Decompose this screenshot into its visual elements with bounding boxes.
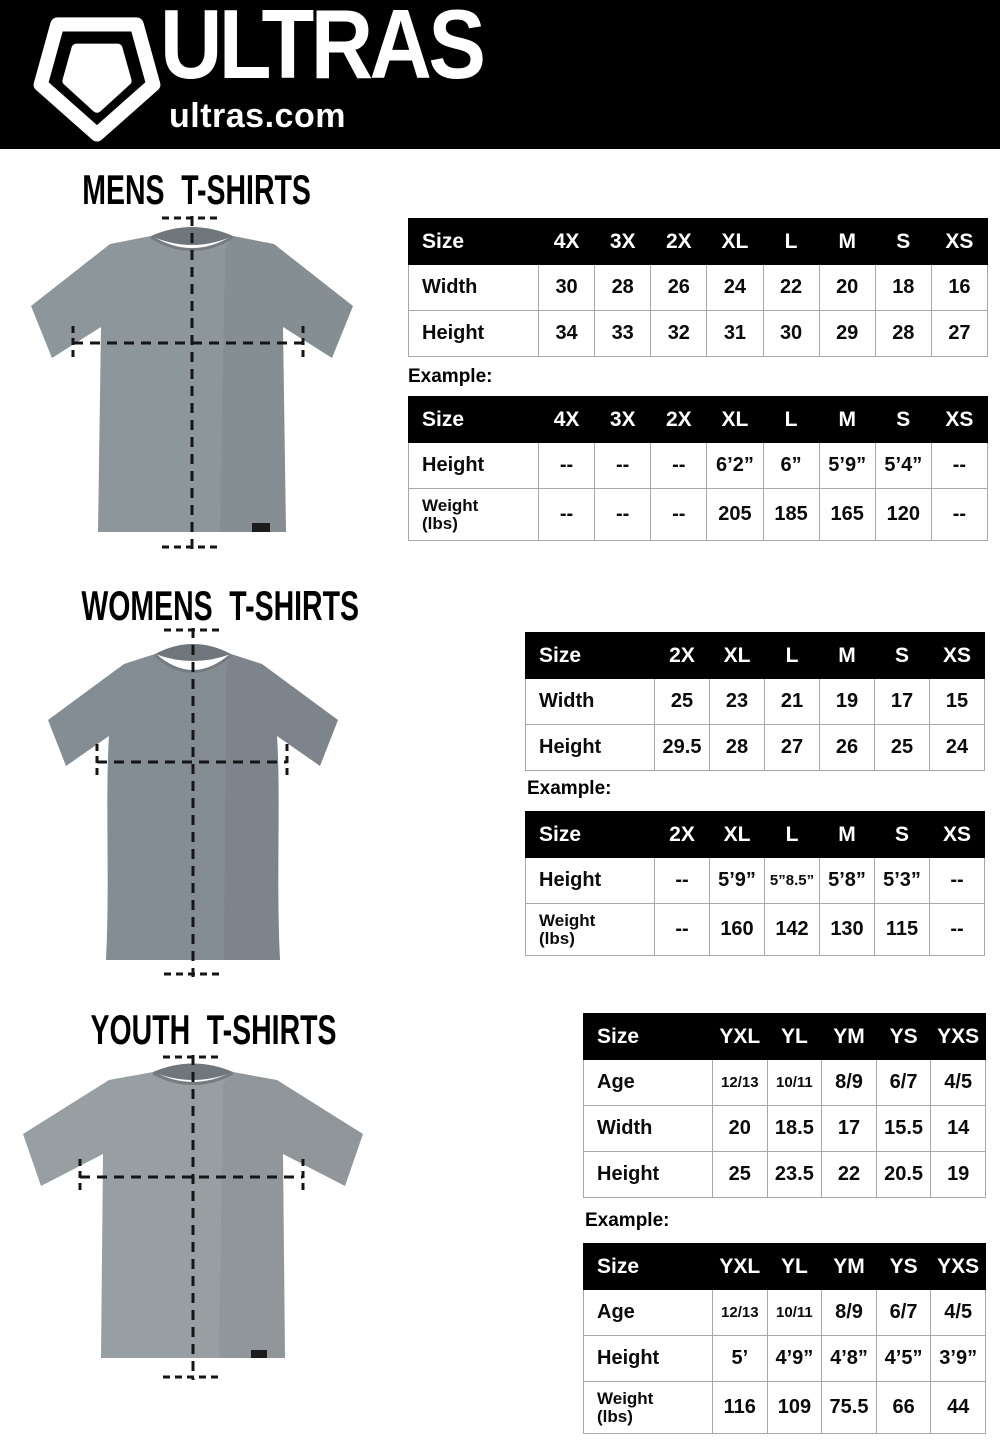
table-row <box>409 443 988 489</box>
table-row <box>584 1060 986 1106</box>
table-row <box>584 1152 986 1198</box>
value-cell: -- <box>655 858 710 904</box>
value-cell: -- <box>931 489 987 541</box>
row-label: Height <box>409 311 539 357</box>
row-label: Age <box>584 1290 713 1336</box>
value-cell: 75.5 <box>822 1382 877 1434</box>
column-header-xs: XS <box>930 812 985 858</box>
value-cell: 165 <box>819 489 875 541</box>
table-row <box>584 1336 986 1382</box>
value-cell: 29 <box>819 311 875 357</box>
value-cell: -- <box>930 904 985 956</box>
brand-name: ULTRAS <box>160 0 483 100</box>
value-cell: 12/13 <box>713 1290 768 1336</box>
table-row <box>526 679 985 725</box>
column-header-yl: YL <box>767 1014 822 1060</box>
value-cell: 5’ <box>713 1336 768 1382</box>
value-cell: 15 <box>930 679 985 725</box>
value-cell: -- <box>595 489 651 541</box>
value-cell: 115 <box>875 904 930 956</box>
value-cell: 19 <box>820 679 875 725</box>
table-row <box>526 725 985 771</box>
column-header-2x: 2X <box>651 219 707 265</box>
value-cell: 17 <box>875 679 930 725</box>
value-cell: 5’3” <box>875 858 930 904</box>
row-label: Width <box>409 265 539 311</box>
table-row <box>409 265 988 311</box>
column-header-2x: 2X <box>651 397 707 443</box>
youth-tshirt-graphic <box>15 1048 375 1388</box>
value-cell: 66 <box>876 1382 931 1434</box>
row-label: Height <box>409 443 539 489</box>
column-header-4x: 4X <box>539 397 595 443</box>
value-cell: 23 <box>710 679 765 725</box>
value-cell: 24 <box>707 265 763 311</box>
pentagon-crest-icon <box>33 5 161 145</box>
table-row <box>409 489 988 541</box>
value-cell: 6/7 <box>876 1290 931 1336</box>
column-header-xl: XL <box>707 219 763 265</box>
womens-example-table <box>525 811 985 956</box>
value-cell: -- <box>539 489 595 541</box>
column-header-l: L <box>763 397 819 443</box>
youth-example-table <box>583 1243 986 1434</box>
value-cell: 205 <box>707 489 763 541</box>
value-cell: 142 <box>765 904 820 956</box>
row-label: Weight (lbs) <box>584 1382 713 1434</box>
value-cell: 26 <box>820 725 875 771</box>
value-cell: 4/5 <box>931 1060 986 1106</box>
column-header-size: Size <box>409 397 539 443</box>
column-header-ys: YS <box>876 1014 931 1060</box>
value-cell: 5’4” <box>875 443 931 489</box>
value-cell: 20 <box>713 1106 768 1152</box>
value-cell: 25 <box>713 1152 768 1198</box>
row-label: Weight (lbs) <box>409 489 539 541</box>
column-header-ym: YM <box>822 1244 877 1290</box>
value-cell: 12/13 <box>713 1060 768 1106</box>
column-header-m: M <box>819 219 875 265</box>
column-header-l: L <box>765 812 820 858</box>
value-cell: 3’9” <box>931 1336 986 1382</box>
value-cell: 31 <box>707 311 763 357</box>
column-header-3x: 3X <box>595 397 651 443</box>
column-header-s: S <box>875 397 931 443</box>
table-row <box>409 311 988 357</box>
column-header-size: Size <box>409 219 539 265</box>
table-row <box>526 858 985 904</box>
value-cell: 10/11 <box>767 1290 822 1336</box>
womens-tshirt-graphic <box>28 620 368 985</box>
column-header-ys: YS <box>876 1244 931 1290</box>
column-header-xs: XS <box>931 397 987 443</box>
youth-section-title: YOUTH T-SHIRTS <box>90 1007 337 1054</box>
column-header-yl: YL <box>767 1244 822 1290</box>
column-header-s: S <box>875 812 930 858</box>
column-header-xl: XL <box>710 812 765 858</box>
row-label: Width <box>584 1106 713 1152</box>
value-cell: -- <box>930 858 985 904</box>
row-label: Width <box>526 679 655 725</box>
value-cell: 22 <box>763 265 819 311</box>
womens-section-title: WOMENS T-SHIRTS <box>81 583 359 630</box>
column-header-s: S <box>875 633 930 679</box>
youth-tshirt-image <box>15 1048 375 1388</box>
value-cell: -- <box>539 443 595 489</box>
column-header-xs: XS <box>930 633 985 679</box>
column-header-yxl: YXL <box>713 1014 768 1060</box>
value-cell: 6/7 <box>876 1060 931 1106</box>
value-cell: 27 <box>765 725 820 771</box>
hem-label-tag <box>252 523 270 532</box>
column-header-ym: YM <box>822 1014 877 1060</box>
value-cell: 25 <box>655 679 710 725</box>
mens-example-table <box>408 396 988 541</box>
row-label: Height <box>584 1152 713 1198</box>
value-cell: 29.5 <box>655 725 710 771</box>
row-label: Age <box>584 1060 713 1106</box>
table-row <box>526 904 985 956</box>
value-cell: 21 <box>765 679 820 725</box>
column-header-m: M <box>819 397 875 443</box>
column-header-yxs: YXS <box>931 1244 986 1290</box>
mens-tshirt-image <box>20 210 375 555</box>
table-row <box>584 1382 986 1434</box>
womens-size-table <box>525 632 985 771</box>
table-row <box>584 1290 986 1336</box>
column-header-size: Size <box>584 1244 713 1290</box>
row-label: Height <box>526 858 655 904</box>
value-cell: -- <box>655 904 710 956</box>
value-cell: 4’5” <box>876 1336 931 1382</box>
column-header-m: M <box>820 633 875 679</box>
column-header-l: L <box>765 633 820 679</box>
column-header-size: Size <box>584 1014 713 1060</box>
value-cell: 34 <box>539 311 595 357</box>
youth-size-table <box>583 1013 986 1198</box>
column-header-4x: 4X <box>539 219 595 265</box>
value-cell: -- <box>931 443 987 489</box>
column-header-yxl: YXL <box>713 1244 768 1290</box>
value-cell: 109 <box>767 1382 822 1434</box>
column-header-m: M <box>820 812 875 858</box>
hem-label-tag <box>251 1350 267 1358</box>
value-cell: 28 <box>595 265 651 311</box>
value-cell: 26 <box>651 265 707 311</box>
column-header-3x: 3X <box>595 219 651 265</box>
mens-size-table <box>408 218 988 357</box>
value-cell: 6” <box>763 443 819 489</box>
row-label: Weight (lbs) <box>526 904 655 956</box>
value-cell: 23.5 <box>767 1152 822 1198</box>
mens-example-label: Example: <box>408 366 493 387</box>
value-cell: 14 <box>931 1106 986 1152</box>
value-cell: 28 <box>710 725 765 771</box>
column-header-xl: XL <box>707 397 763 443</box>
value-cell: 4/5 <box>931 1290 986 1336</box>
value-cell: 10/11 <box>767 1060 822 1106</box>
column-header-yxs: YXS <box>931 1014 986 1060</box>
value-cell: 4’8” <box>822 1336 877 1382</box>
value-cell: -- <box>651 489 707 541</box>
mens-section-title: MENS T-SHIRTS <box>82 167 311 214</box>
table-row <box>584 1106 986 1152</box>
column-header-xl: XL <box>710 633 765 679</box>
mens-tshirt-graphic <box>20 210 375 555</box>
value-cell: 8/9 <box>822 1060 877 1106</box>
youth-example-label: Example: <box>585 1210 670 1231</box>
value-cell: 20 <box>819 265 875 311</box>
value-cell: 44 <box>931 1382 986 1434</box>
brand-domain: ultras.com <box>169 97 346 135</box>
value-cell: 30 <box>539 265 595 311</box>
value-cell: 5’9” <box>710 858 765 904</box>
value-cell: 18.5 <box>767 1106 822 1152</box>
value-cell: 17 <box>822 1106 877 1152</box>
womens-tshirt-image <box>28 620 368 985</box>
column-header-xs: XS <box>931 219 987 265</box>
value-cell: 8/9 <box>822 1290 877 1336</box>
column-header-l: L <box>763 219 819 265</box>
value-cell: 30 <box>763 311 819 357</box>
column-header-2x: 2X <box>655 633 710 679</box>
womens-example-label: Example: <box>527 778 612 799</box>
value-cell: 33 <box>595 311 651 357</box>
column-header-size: Size <box>526 812 655 858</box>
header <box>0 0 1000 149</box>
value-cell: 130 <box>820 904 875 956</box>
value-cell: 6’2” <box>707 443 763 489</box>
value-cell: 20.5 <box>876 1152 931 1198</box>
value-cell: 5”8.5” <box>765 858 820 904</box>
value-cell: 28 <box>875 311 931 357</box>
value-cell: 32 <box>651 311 707 357</box>
value-cell: 19 <box>931 1152 986 1198</box>
value-cell: 18 <box>875 265 931 311</box>
value-cell: 185 <box>763 489 819 541</box>
value-cell: 22 <box>822 1152 877 1198</box>
value-cell: 25 <box>875 725 930 771</box>
value-cell: 4’9” <box>767 1336 822 1382</box>
value-cell: 27 <box>931 311 987 357</box>
value-cell: 120 <box>875 489 931 541</box>
row-label: Height <box>526 725 655 771</box>
column-header-s: S <box>875 219 931 265</box>
value-cell: 16 <box>931 265 987 311</box>
row-label: Height <box>584 1336 713 1382</box>
value-cell: -- <box>651 443 707 489</box>
value-cell: 116 <box>713 1382 768 1434</box>
column-header-2x: 2X <box>655 812 710 858</box>
value-cell: 5’9” <box>819 443 875 489</box>
value-cell: -- <box>595 443 651 489</box>
value-cell: 24 <box>930 725 985 771</box>
column-header-size: Size <box>526 633 655 679</box>
value-cell: 15.5 <box>876 1106 931 1152</box>
value-cell: 5’8” <box>820 858 875 904</box>
value-cell: 160 <box>710 904 765 956</box>
